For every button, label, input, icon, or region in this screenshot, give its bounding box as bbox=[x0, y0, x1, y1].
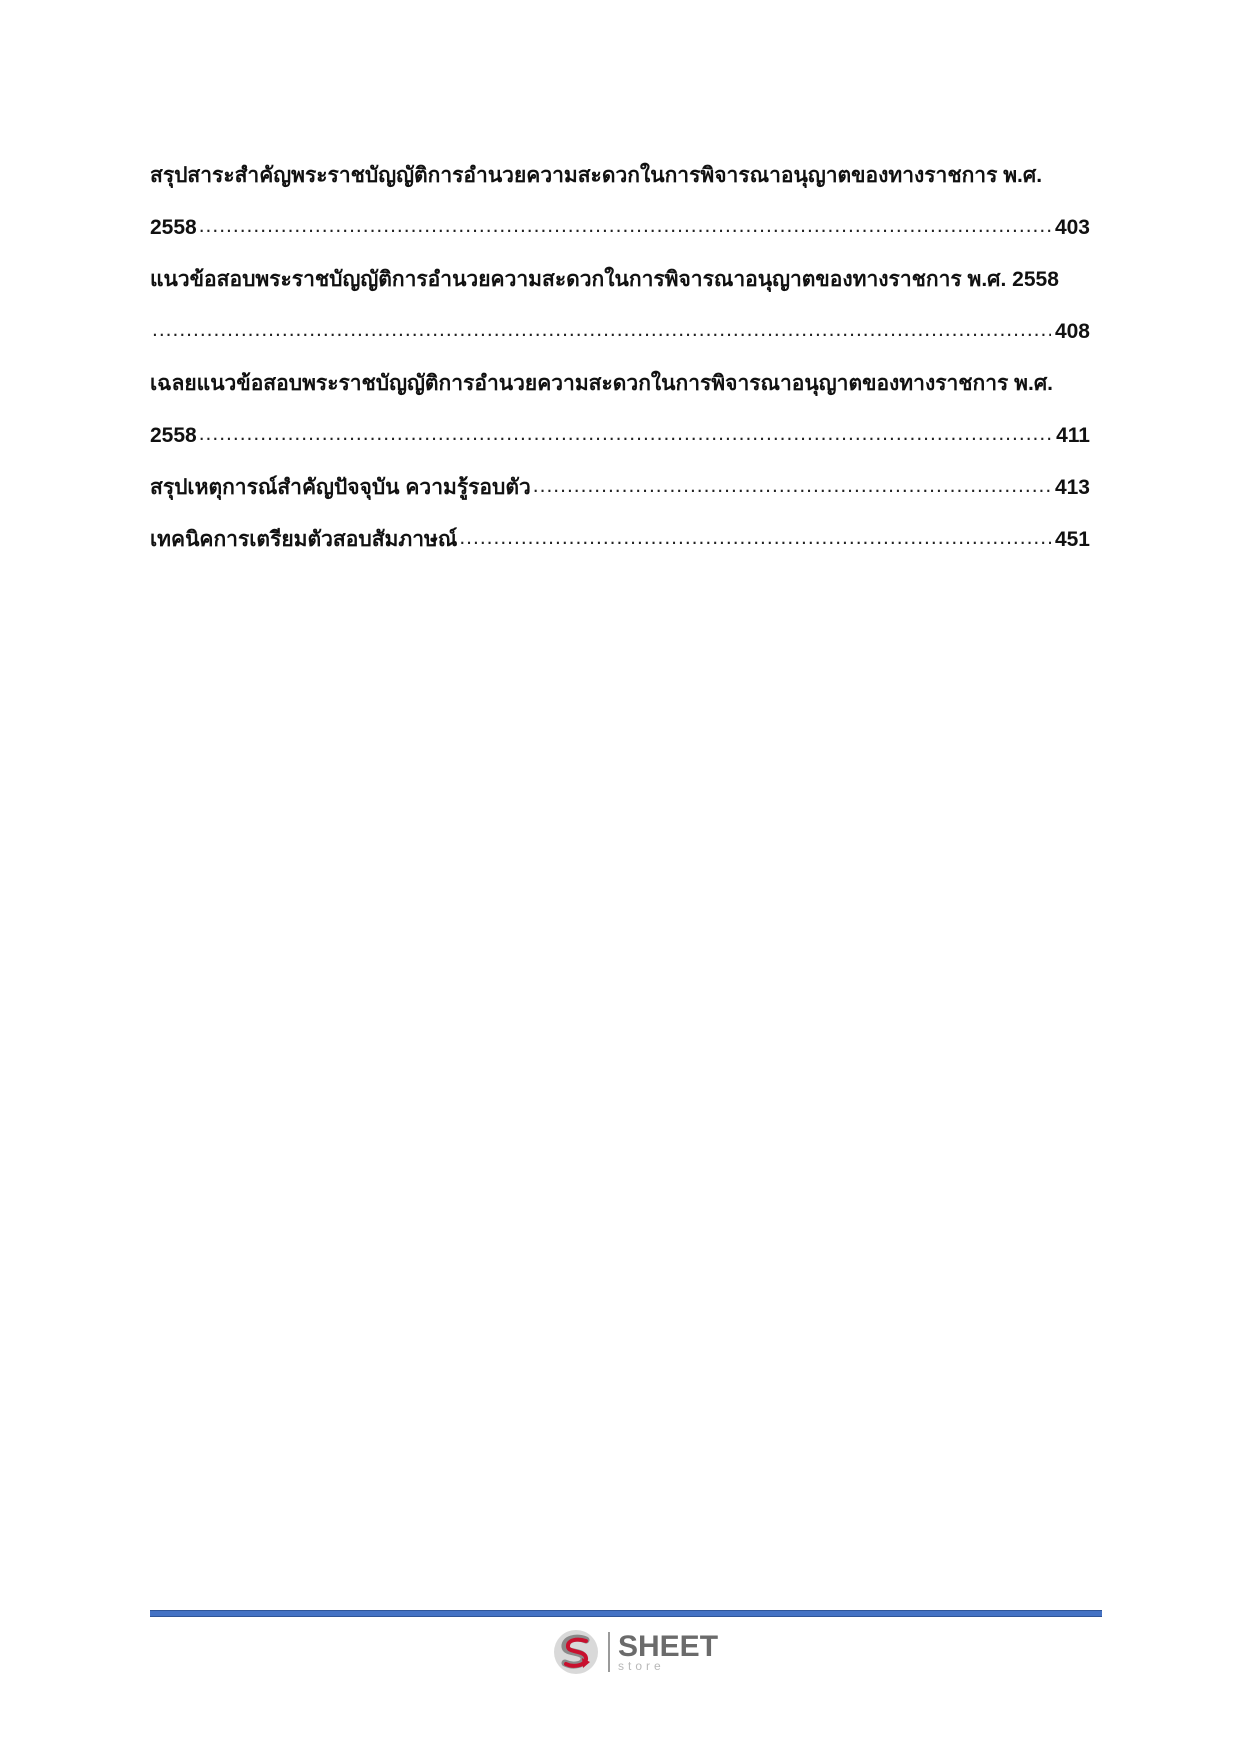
toc-entry-leader-row bbox=[150, 462, 1090, 514]
logo-wordmark bbox=[618, 1632, 718, 1672]
toc-entry-title-continued: 2558 bbox=[150, 216, 197, 239]
toc-entry-leader-row bbox=[150, 410, 1090, 462]
toc-page-number: 411 bbox=[1056, 424, 1090, 447]
toc-entry-title: สรุปสาระสำคัญพระราชบัญญัติการอำนวยความสะดวกในการพิจารณาอนุญาตของทางราชการ พ.ศ. bbox=[150, 164, 1043, 187]
toc-entry-title-continued: 2558 bbox=[150, 424, 197, 447]
logo-subname: store bbox=[618, 1659, 665, 1673]
toc-entry[interactable] bbox=[150, 254, 1090, 358]
footer-rule bbox=[150, 1610, 1102, 1617]
toc-entry-title: สรุปเหตุการณ์สำคัญปัจจุบัน ความรู้รอบตัว bbox=[150, 476, 531, 499]
toc-entry-title: แนวข้อสอบพระราชบัญญัติการอำนวยความสะดวกในการพิจารณาอนุญาตของทางราชการ พ.ศ. 2558 bbox=[150, 268, 1059, 291]
toc-entry-title: เฉลยแนวข้อสอบพระราชบัญญัติการอำนวยความสะดวกในการพิจารณาอนุญาตของทางราชการ พ.ศ. bbox=[150, 372, 1053, 395]
toc-page-number: 408 bbox=[1054, 320, 1090, 343]
sheet-store-logo-mark-icon bbox=[552, 1628, 600, 1676]
toc-page-number: 403 bbox=[1054, 216, 1090, 239]
toc-entry-leader-row bbox=[150, 202, 1090, 254]
toc-entry[interactable] bbox=[150, 514, 1090, 566]
dot-leader bbox=[459, 512, 1051, 564]
dot-leader bbox=[199, 408, 1052, 460]
toc-page-number: 413 bbox=[1054, 476, 1090, 499]
toc-entry[interactable] bbox=[150, 462, 1090, 514]
toc-entry[interactable] bbox=[150, 358, 1090, 462]
dot-leader bbox=[152, 304, 1051, 356]
toc-page-number: 451 bbox=[1054, 528, 1090, 551]
toc-entry-title: เทคนิคการเตรียมตัวสอบสัมภาษณ์ bbox=[150, 528, 458, 551]
toc-entry-leader-row bbox=[150, 306, 1090, 358]
sheet-store-logo bbox=[552, 1628, 718, 1676]
toc-entry-leader-row bbox=[150, 514, 1090, 566]
logo-name: SHEET bbox=[618, 1630, 719, 1663]
dot-leader bbox=[533, 460, 1051, 512]
dot-leader bbox=[199, 200, 1051, 252]
logo-divider bbox=[608, 1632, 610, 1672]
table-of-contents bbox=[150, 150, 1090, 566]
toc-entry[interactable] bbox=[150, 150, 1090, 254]
